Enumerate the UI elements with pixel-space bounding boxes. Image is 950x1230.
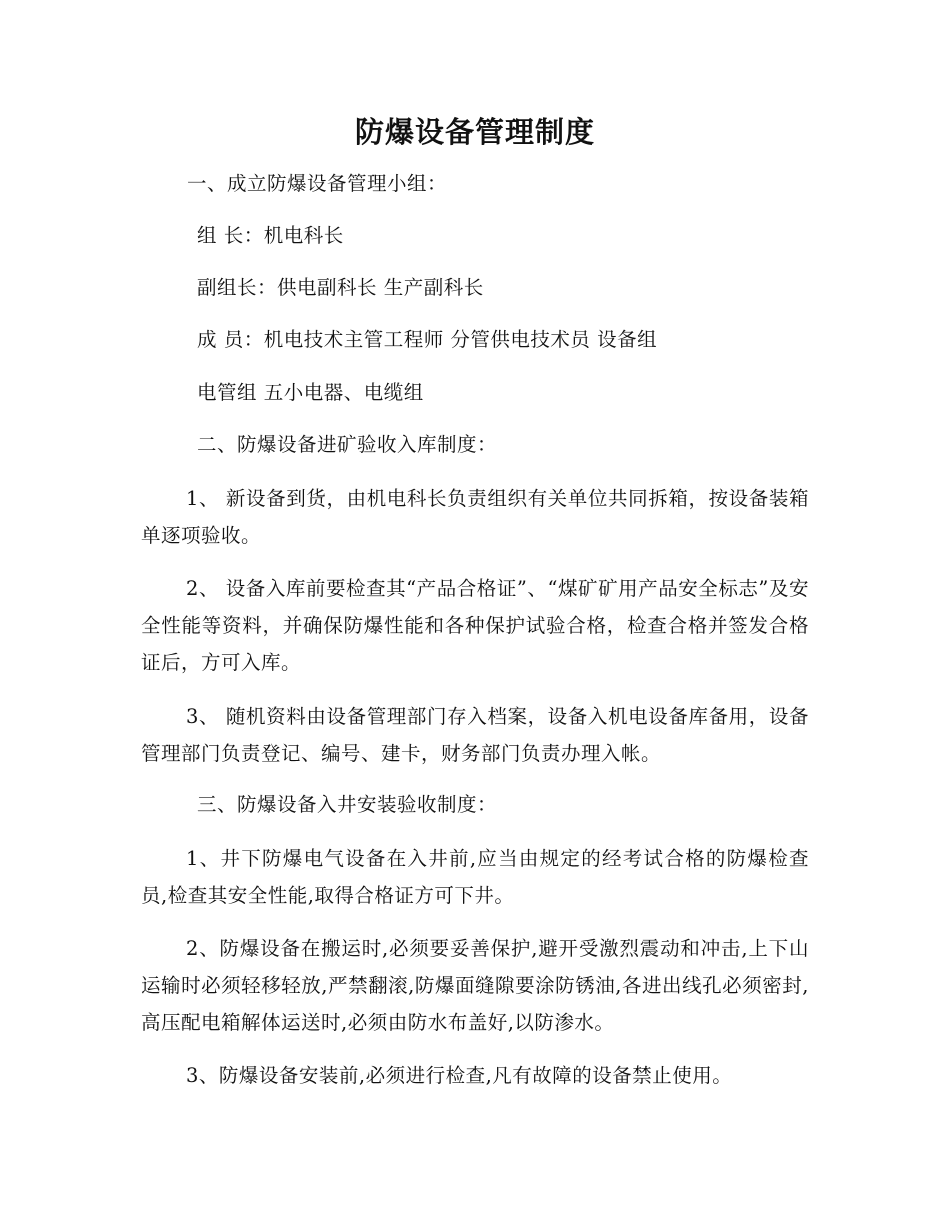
section-3-item-3: 3、防爆设备安装前,必须进行检查,凡有故障的设备禁止使用。 [186,1064,733,1087]
document-title: 防爆设备管理制度 [354,115,595,149]
section-2-heading: 二、防爆设备进矿验收入库制度： [197,433,498,456]
section-3-heading: 三、防爆设备入井安装验收制度： [197,793,498,816]
section-2-item-1: 1、 新设备到货，由机电科长负责组织有关单位共同拆箱，按设备装箱单逐项验收。 [141,487,809,547]
section-3-item-2: 2、防爆设备在搬运时,必须要妥善保护,避开受激烈震动和冲击,上下山运输时必须轻移轻放,严禁翻滚,防爆面缝隙要涂防锈油,各进出线孔必须密封,高压配电箱解体运送时,必须由防水布盖好,以防渗水。 [141,937,809,1034]
section-2-item-2: 2、 设备入库前要检查其“产品合格证”、“煤矿矿用产品安全标志”及安全性能等资料，并确保防爆性能和各种保护试验合格，检查合格并签发合格证后，方可入库。 [141,577,809,674]
section-2-item-3: 3、 随机资料由设备管理部门存入档案，设备入机电设备库备用，设备管理部门负责登记、编号、建卡，财务部门负责办理入帐。 [141,705,809,765]
section-3-item-1: 1、井下防爆电气设备在入井前,应当由规定的经考试合格的防爆检查员,检查其安全性能,取得合格证方可下井。 [141,847,809,907]
group-deputy: 副组长：供电副科长 生产副科长 [197,276,484,299]
section-1-heading: 一、成立防爆设备管理小组： [187,172,448,195]
group-members-continued: 电管组 五小电器、电缆组 [197,381,424,404]
group-members: 成 员：机电技术主管工程师 分管供电技术员 设备组 [197,328,658,351]
group-leader: 组 长：机电科长 [197,224,344,247]
